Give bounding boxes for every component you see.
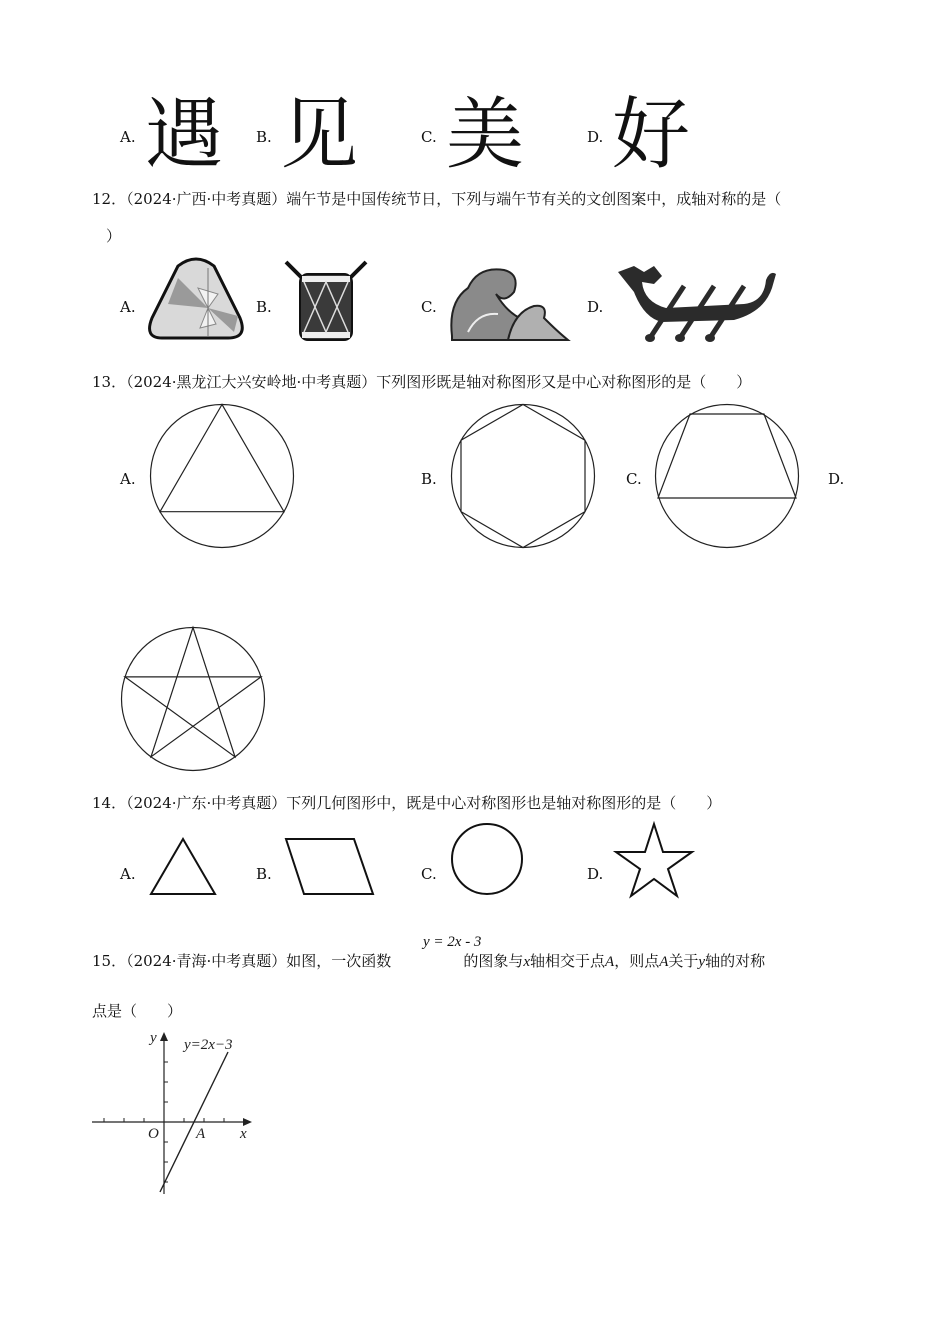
q15-var-a: A bbox=[605, 954, 615, 970]
triangle-shape bbox=[148, 836, 218, 898]
q14-option-d-label[interactable]: D. bbox=[587, 865, 604, 883]
q15-stem bbox=[92, 950, 765, 971]
q14-option-b-label[interactable]: B. bbox=[256, 865, 272, 883]
q15-text-mid2: 轴相交于点 bbox=[530, 952, 606, 970]
q14-text: （2024·广东·中考真题）下列几何图形中，既是中心对称图形也是轴对称图形的是（ ） bbox=[126, 794, 722, 812]
q11-option-a-char: 遇 bbox=[145, 90, 224, 180]
q11-option-c-label[interactable]: C. bbox=[421, 128, 437, 146]
q12-text: （2024·广西·中考真题）端午节是中国传统节日，下列与端午节有关的文创图案中，成轴对称的是（ bbox=[126, 190, 782, 208]
y-axis-label: y bbox=[150, 1030, 157, 1046]
dragon-boat-icon bbox=[614, 262, 780, 344]
q13-option-a-label[interactable]: A. bbox=[120, 470, 136, 488]
q15-formula: y = 2x - 3 bbox=[423, 934, 482, 950]
q12-number: 12． bbox=[92, 190, 127, 208]
drum-icon bbox=[284, 260, 368, 344]
q15-var-y: y bbox=[698, 954, 706, 970]
q13-stem bbox=[92, 371, 751, 392]
x-axis-label: x bbox=[240, 1126, 247, 1142]
q12-option-a-label[interactable]: A. bbox=[120, 298, 136, 316]
q15-var-x: x bbox=[523, 954, 530, 970]
q13-number: 13． bbox=[92, 373, 127, 391]
q15-text-mid3: ，则点 bbox=[614, 952, 660, 970]
q14-stem bbox=[92, 792, 721, 813]
q11-option-d-label[interactable]: D. bbox=[587, 128, 604, 146]
q14-number: 14． bbox=[92, 794, 127, 812]
q11-option-b-label[interactable]: B. bbox=[256, 128, 272, 146]
zongzi-icon bbox=[148, 258, 248, 342]
circle-triangle-figure bbox=[149, 403, 295, 549]
q11-option-c-char: 美 bbox=[446, 90, 525, 180]
circle-hexagon-figure bbox=[450, 403, 596, 549]
q14-option-c-label[interactable]: C. bbox=[421, 865, 437, 883]
q11-option-b-char: 见 bbox=[280, 90, 359, 180]
q15-number: 15． bbox=[92, 952, 127, 970]
q12-option-d-label[interactable]: D. bbox=[587, 298, 604, 316]
q13-option-c-label[interactable]: C. bbox=[626, 470, 642, 488]
circle-shape bbox=[450, 823, 526, 899]
q14-option-a-label[interactable]: A. bbox=[120, 865, 136, 883]
q12-close: ） bbox=[106, 227, 122, 245]
q12-option-b-label[interactable]: B. bbox=[256, 298, 272, 316]
q15-text-mid5: 轴的对称 bbox=[705, 952, 766, 970]
q15-function-graph bbox=[90, 1028, 260, 1200]
q15-text-pre: （2024·青海·中考真题）如图，一次函数 bbox=[126, 952, 392, 970]
q15-var-a2: A bbox=[659, 954, 669, 970]
q15-text-mid4: 关于 bbox=[668, 952, 699, 970]
point-a-label: A bbox=[196, 1126, 206, 1142]
q13-option-b-label[interactable]: B. bbox=[421, 470, 437, 488]
wave-icon bbox=[448, 262, 572, 344]
circle-trapezoid-figure bbox=[654, 403, 800, 549]
q12-option-c-label[interactable]: C. bbox=[421, 298, 437, 316]
function-line-label: y=2x−3 bbox=[184, 1037, 233, 1053]
q13-option-d-label[interactable]: D. bbox=[828, 470, 845, 488]
q12-stem bbox=[92, 188, 781, 209]
q11-option-d-char: 好 bbox=[612, 90, 691, 180]
origin-label: O bbox=[148, 1126, 159, 1142]
q11-option-a-label[interactable]: A. bbox=[120, 128, 136, 146]
parallelogram-shape bbox=[284, 836, 376, 898]
circle-pentagram-figure bbox=[120, 626, 266, 772]
q13-text: （2024·黑龙江大兴安岭地·中考真题）下列图形既是轴对称图形又是中心对称图形的是（ ） bbox=[126, 373, 752, 391]
star-icon bbox=[615, 822, 695, 898]
q15-line2: 点是（ ） bbox=[92, 1002, 183, 1020]
q15-text-mid1: 的图象与 bbox=[463, 952, 524, 970]
